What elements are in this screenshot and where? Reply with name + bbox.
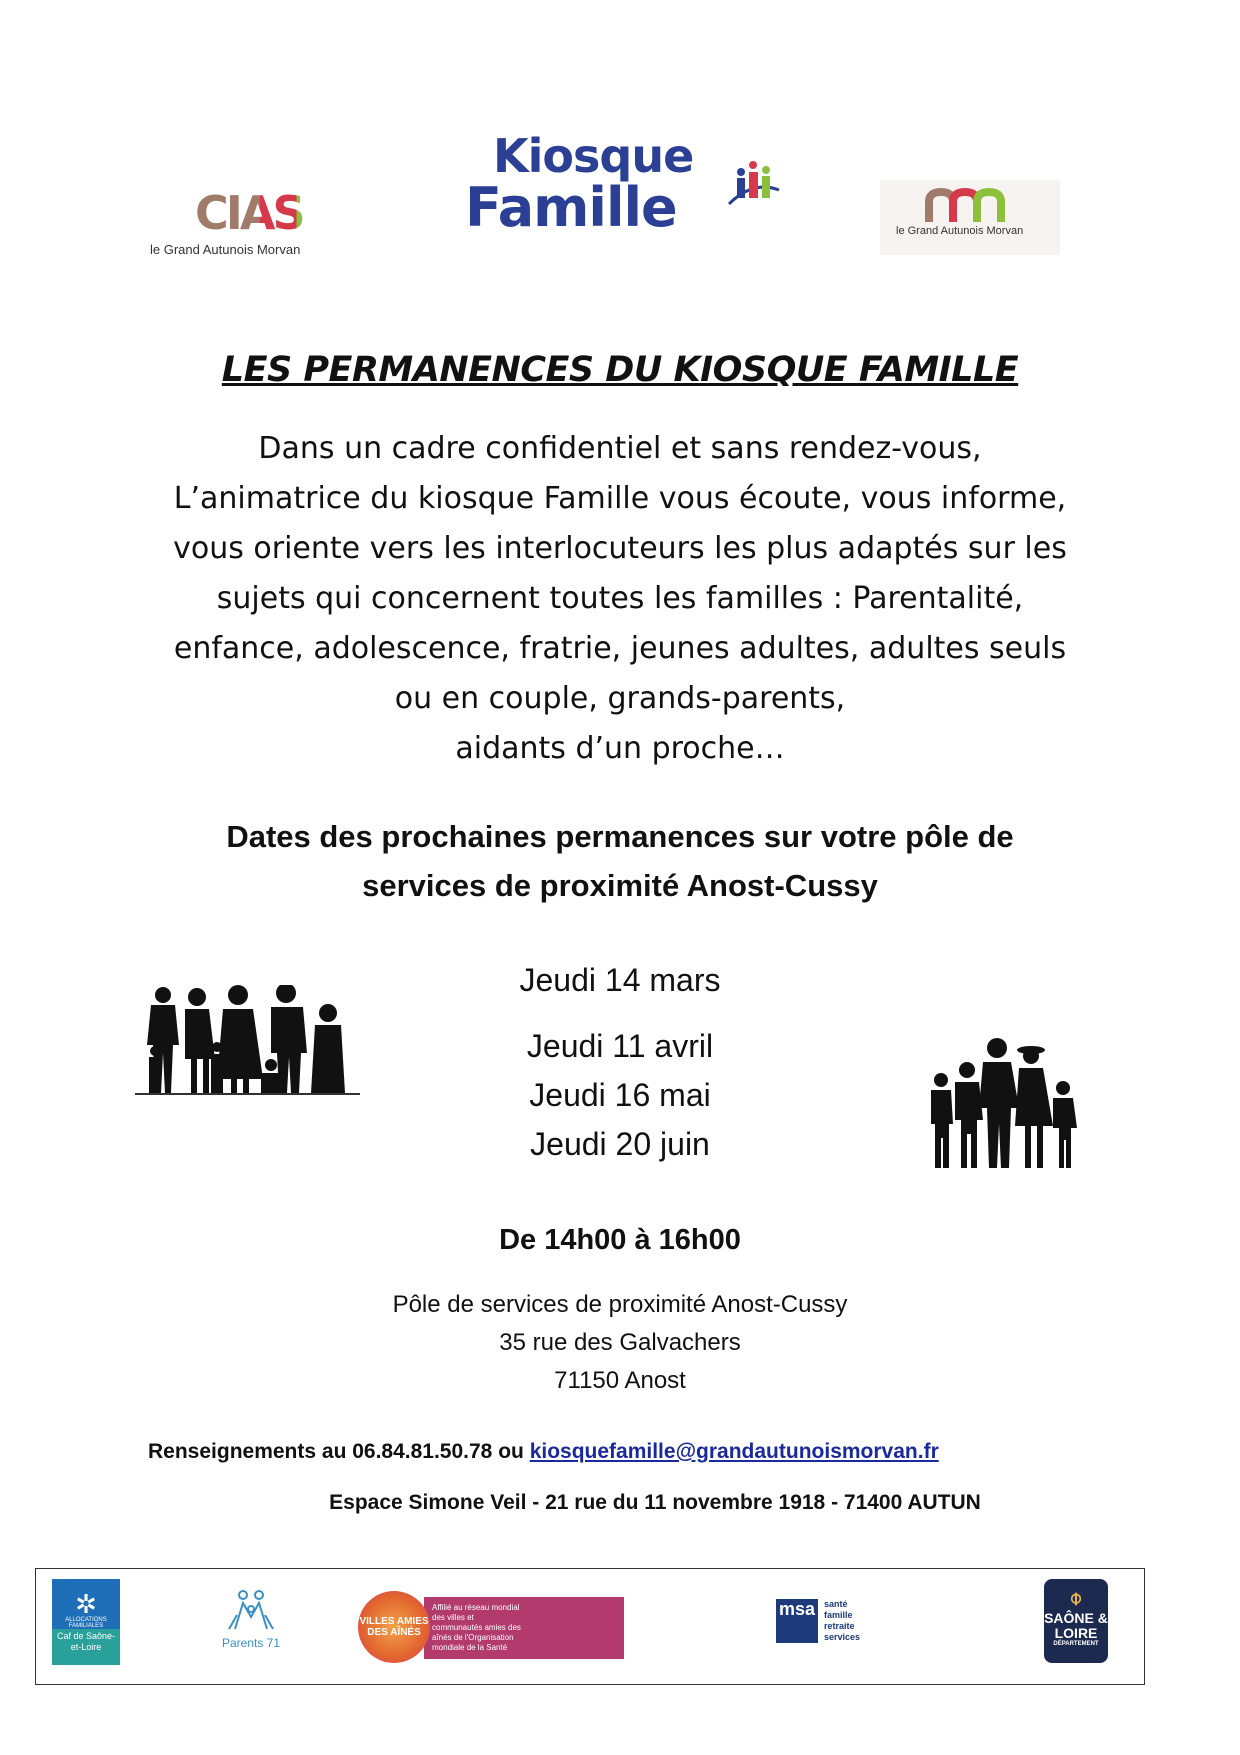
- address-line: 71150 Anost: [554, 1367, 686, 1394]
- date-item: Jeudi 14 mars: [519, 962, 721, 998]
- caf-logo-bottom: Caf de Saône-et-Loire: [52, 1629, 120, 1665]
- intro-line: L’animatrice du kiosque Famille vous écoute, vous informe,: [173, 481, 1067, 516]
- family-group-silhouette-left: [135, 985, 360, 1097]
- cias-logo-subtitle: le Grand Autunois Morvan: [150, 242, 301, 257]
- caf-logo-top: ALLOCATIONS FAMILIALES: [65, 1617, 107, 1629]
- date-item: Jeudi 16 mai: [529, 1077, 711, 1113]
- intro-line: ou en couple, grands-parents,: [394, 681, 846, 716]
- parents71-logo: [206, 1589, 296, 1659]
- saone-loire-title: SAÔNE & LOIRE: [1044, 1610, 1108, 1641]
- msa-line: famille: [824, 1610, 853, 1620]
- kiosque-famille-logo: [465, 130, 805, 240]
- msa-logo-mark: msa: [776, 1599, 818, 1643]
- msa-line: santé: [824, 1599, 848, 1609]
- gam-logo-subtitle: le Grand Autunois Morvan: [896, 225, 1024, 237]
- vaa-banner: [424, 1597, 624, 1659]
- kiosque-logo-word1: Kiosque: [493, 129, 694, 183]
- intro-text: [150, 424, 1090, 774]
- office-address: Espace Simone Veil - 21 rue du 11 novembre 1918 - 71400 AUTUN: [329, 1491, 981, 1514]
- cias-logo-word: CIAS: [195, 190, 340, 236]
- grand-autunois-morvan-logo: [880, 180, 1060, 255]
- dates-heading-line2: services de proximité Anost-Cussy: [362, 868, 878, 903]
- intro-line: Dans un cadre confidentiel et sans rendez-vous,: [258, 431, 982, 466]
- saone-loire-subtitle: DÉPARTEMENT: [1053, 1641, 1099, 1647]
- contact-email-link[interactable]: kiosquefamille@grandautunoismorvan.fr: [529, 1440, 939, 1463]
- saone-loire-emblem-icon: ⌽: [1069, 1585, 1083, 1610]
- opening-hours: De 14h00 à 16h00: [499, 1224, 741, 1256]
- vaa-circle: VILLES AMIES DES AÎNÉS: [358, 1591, 430, 1663]
- msa-line: services: [824, 1632, 861, 1642]
- family-emblem-icon: [723, 150, 783, 210]
- caf-logo: [52, 1579, 120, 1663]
- contact-phone-text: Renseignements au 06.84.81.50.78 ou: [148, 1440, 530, 1463]
- family-walking-silhouette-right: [925, 1038, 1085, 1170]
- msa-logo: [776, 1599, 876, 1647]
- saone-et-loire-logo: [1044, 1579, 1108, 1663]
- date-item: Jeudi 20 juin: [530, 1126, 710, 1162]
- partners-box: [35, 1568, 1145, 1685]
- msa-line: retraite: [824, 1621, 855, 1631]
- villes-amies-des-aines-logo: [358, 1587, 654, 1665]
- kiosque-logo-word2: Famille: [465, 176, 677, 239]
- page-title: LES PERMANENCES DU KIOSQUE FAMILLE: [221, 350, 1019, 390]
- dates-heading: [150, 812, 1090, 910]
- cias-logo: [150, 186, 340, 270]
- parents-figures-icon: [221, 1589, 281, 1633]
- address-line: Pôle de services de proximité Anost-Cussy: [392, 1291, 848, 1318]
- address-line: 35 rue des Galvachers: [499, 1329, 741, 1356]
- address-block: [0, 1286, 1240, 1400]
- parents71-label: Parents 71: [221, 1636, 281, 1650]
- date-item: Jeudi 11 avril: [526, 1028, 714, 1064]
- msa-logo-text: [824, 1599, 860, 1643]
- gam-m-icon: [925, 188, 1015, 224]
- intro-line: aidants d’un proche…: [455, 731, 785, 766]
- intro-line: enfance, adolescence, fratrie, jeunes adultes, adultes seuls: [173, 631, 1067, 666]
- dates-heading-line1: Dates des prochaines permanences sur votre pôle de: [226, 819, 1014, 854]
- intro-line: sujets qui concernent toutes les familles : Parentalité,: [216, 581, 1024, 616]
- caf-star-icon: ✲: [75, 1588, 97, 1619]
- intro-line: vous oriente vers les interlocuteurs les plus adaptés sur les: [173, 531, 1067, 566]
- contact-info: [148, 1440, 939, 1464]
- vaa-banner-text: Affilié au réseau mondial des villes et communautés amies des aînés de l'Organisation mondiale de la Santé: [432, 1603, 521, 1652]
